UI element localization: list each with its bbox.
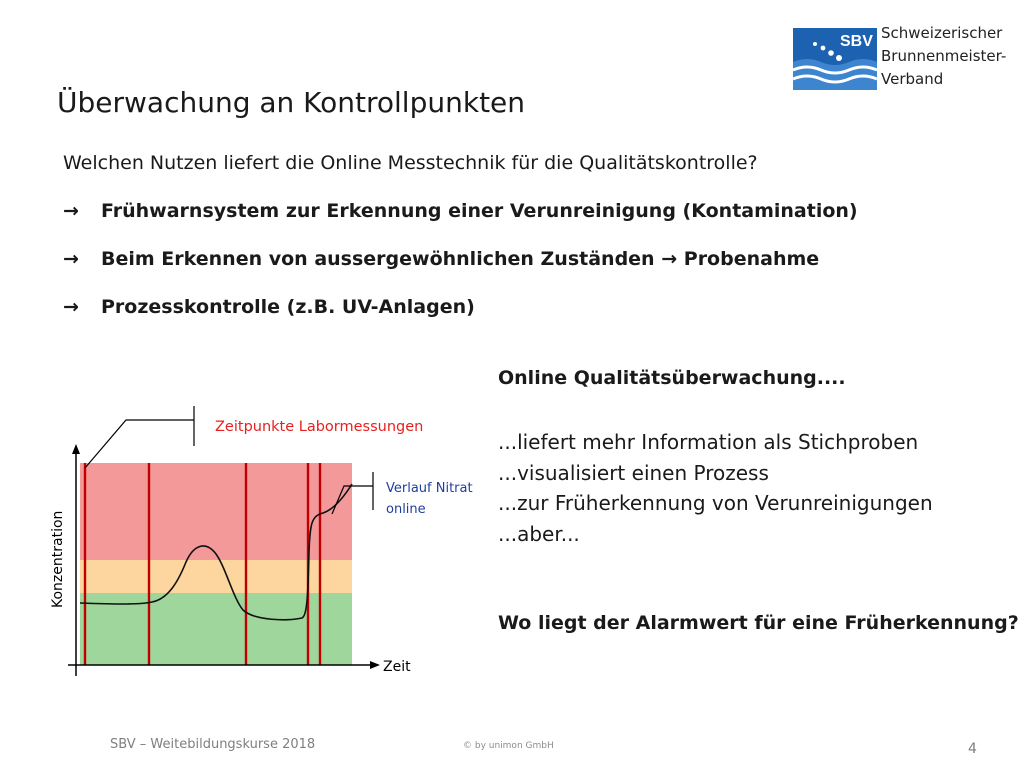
- bullet-text-suffix: Probenahme: [683, 248, 820, 270]
- bullet-item: [63, 248, 819, 270]
- online-label-line1: Verlauf Nitrat: [386, 481, 473, 496]
- bullet-text: Prozesskontrolle (z.B. UV-Anlagen): [101, 296, 475, 318]
- arrow-right-icon: →: [661, 248, 678, 270]
- bullet-item: [63, 200, 858, 222]
- bullet-text: Beim Erkennen von aussergewöhnlichen Zuständen: [101, 248, 655, 270]
- info-line: ...liefert mehr Information als Stichproben: [498, 430, 919, 454]
- info-heading: Online Qualitätsüberwachung....: [498, 367, 846, 389]
- footer-course: SBV – Weitebildungskurse 2018: [110, 737, 316, 752]
- x-axis-label: Zeit: [383, 659, 411, 675]
- online-label-line2: online: [386, 502, 426, 517]
- logo-text: [881, 22, 1006, 91]
- concentration-time-diagram: [40, 400, 500, 690]
- logo-line: Verband: [881, 70, 944, 88]
- info-list: [498, 427, 933, 549]
- logo-abbreviation: SBV: [840, 33, 873, 50]
- x-axis-arrow-icon: [370, 661, 380, 669]
- slide-title: Überwachung an Kontrollpunkten: [57, 86, 526, 119]
- footer-copyright: © by unimon GmbH: [463, 741, 554, 751]
- logo-line: Brunnenmeister-: [881, 47, 1007, 65]
- arrow-right-icon: →: [63, 200, 79, 222]
- bullet-text: Frühwarnsystem zur Erkennung einer Verunreinigung (Kontamination): [101, 200, 858, 222]
- arrow-right-icon: →: [63, 296, 79, 318]
- info-line: ...zur Früherkennung von Verunreinigungen: [498, 491, 933, 515]
- y-axis-label: Konzentration: [50, 510, 66, 608]
- alarm-question: Wo liegt der Alarmwert für eine Früherkennung?: [498, 612, 1019, 634]
- sbv-logo: [793, 22, 1018, 96]
- sbv-logo-mark: [793, 28, 877, 90]
- bullet-item: [63, 296, 475, 318]
- zone-orange: [80, 560, 352, 593]
- info-line: ...visualisiert einen Prozess: [498, 460, 769, 485]
- page-number: 4: [968, 741, 977, 757]
- logo-line: Schweizerischer: [881, 24, 1003, 42]
- info-line: ...aber...: [498, 521, 580, 546]
- arrow-right-icon: →: [63, 248, 79, 270]
- lab-measurements-label: Zeitpunkte Labormessungen: [215, 419, 424, 435]
- y-axis-arrow-icon: [72, 444, 80, 454]
- lab-callout-line: [85, 420, 194, 468]
- zone-red: [80, 463, 352, 560]
- intro-question: Welchen Nutzen liefert die Online Messtechnik für die Qualitätskontrolle?: [63, 152, 758, 174]
